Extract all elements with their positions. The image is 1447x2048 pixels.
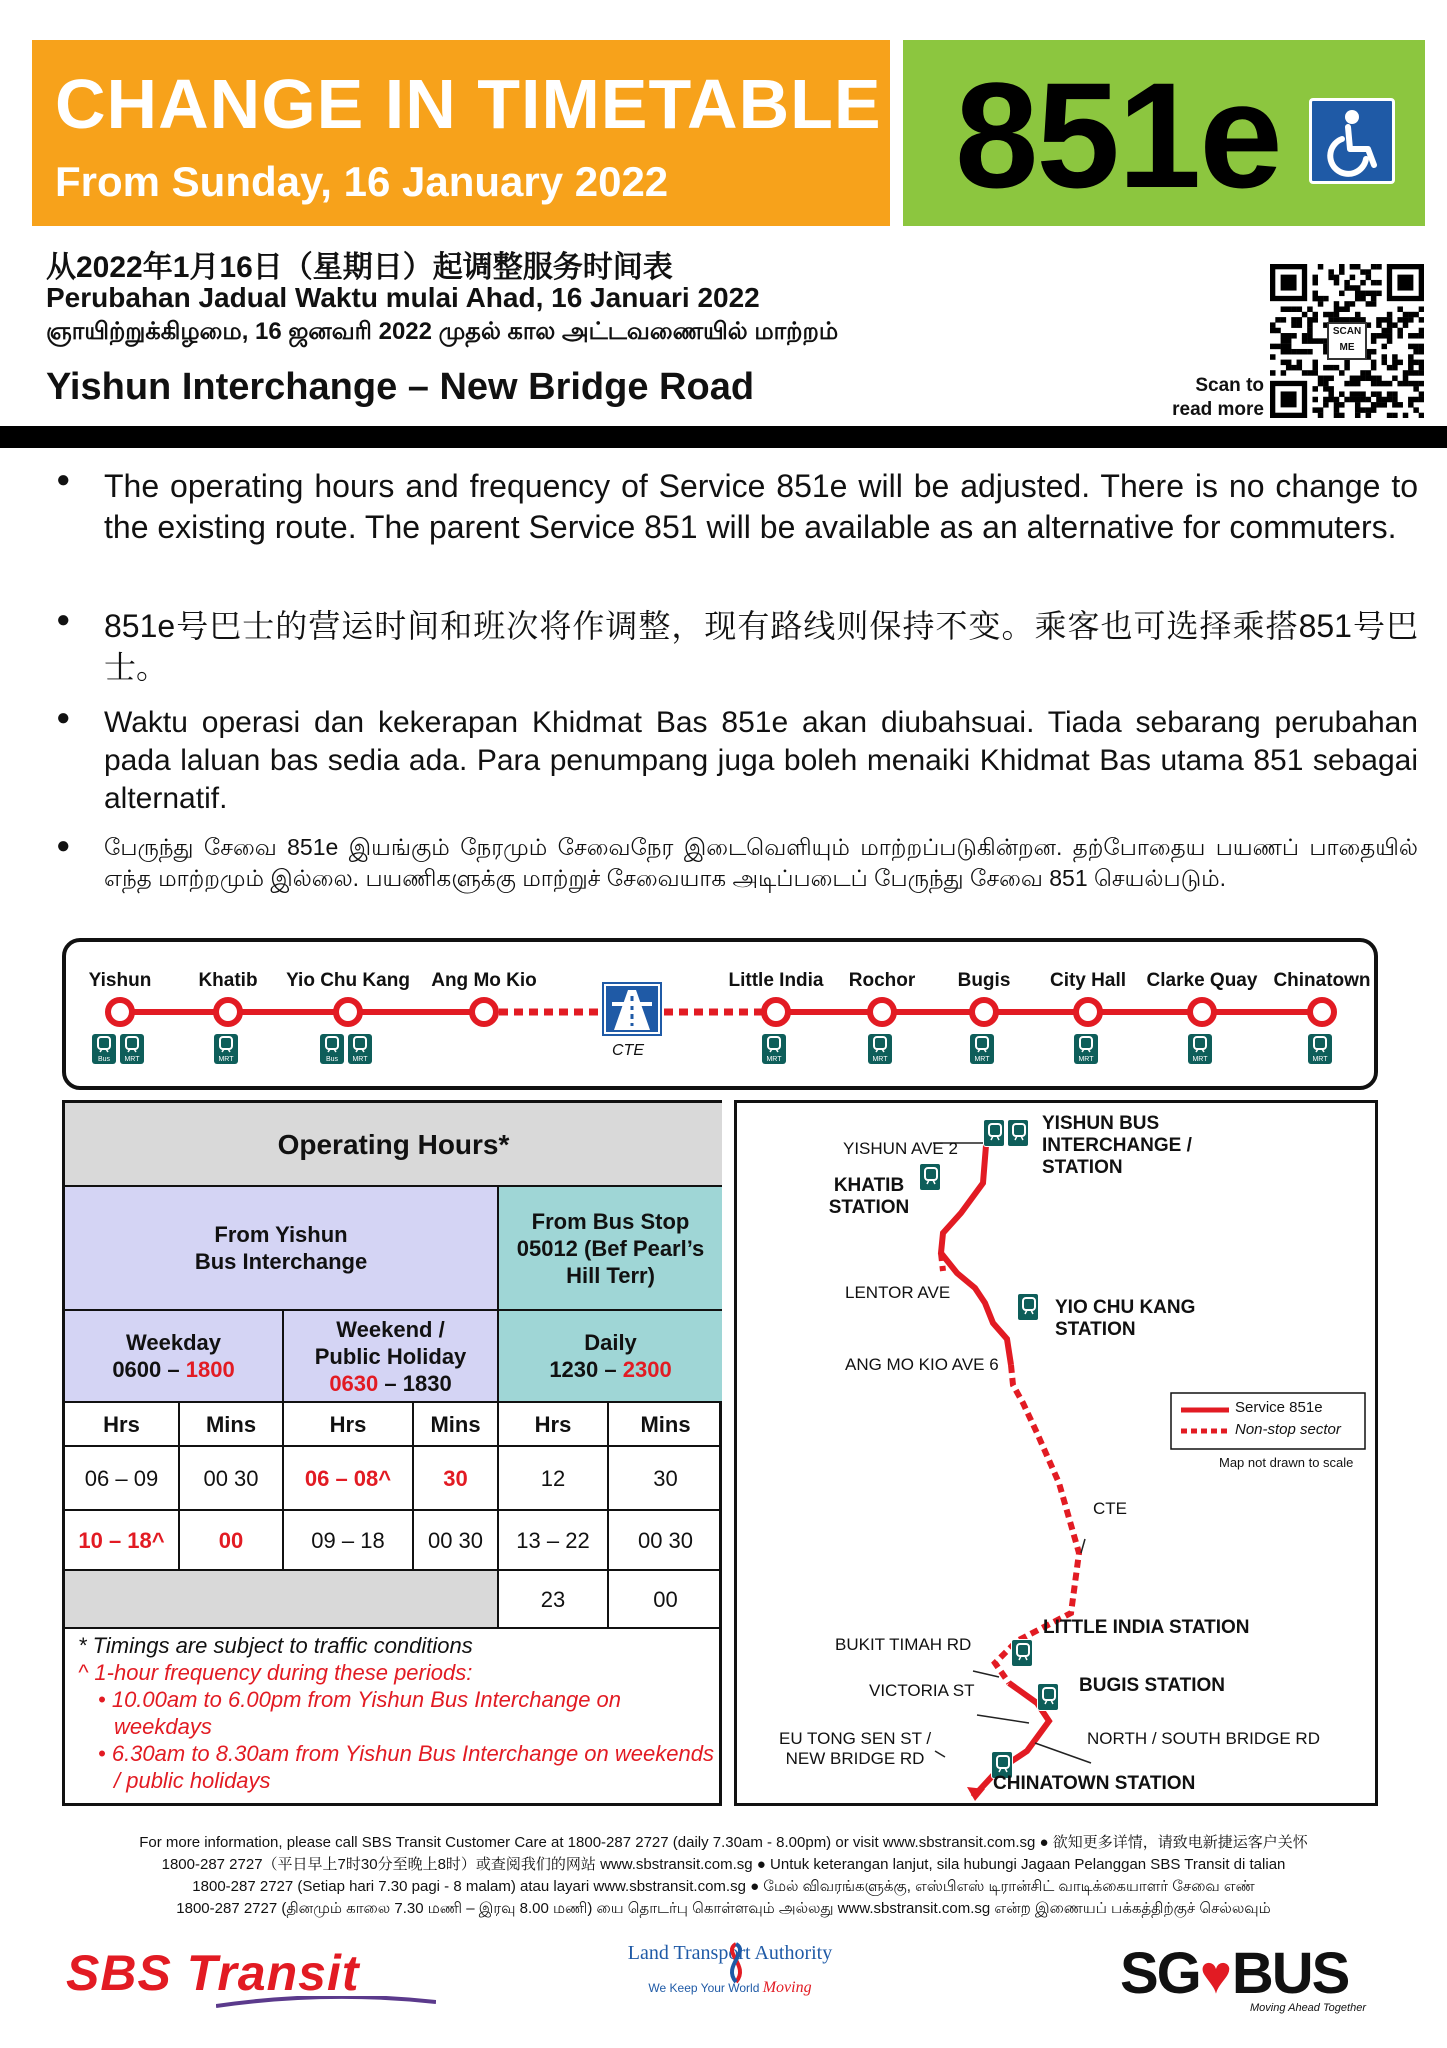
note-weekend-period: 6.30am to 8.30am from Yishun Bus Interchange on weekends / public holidays — [111, 1741, 714, 1793]
daily-header — [499, 1311, 722, 1403]
bus-icon — [320, 1034, 344, 1064]
station-marker-clarke-quay — [1190, 1000, 1214, 1024]
sgbus-logo — [1120, 1940, 1380, 2020]
map-label-victoria: VICTORIA ST — [869, 1681, 975, 1700]
mrt-icon-label: MRT — [124, 1056, 140, 1063]
mrt-icon — [1037, 1683, 1059, 1711]
lta-logo-name: Land Transport Authority — [627, 1942, 833, 1964]
mrt-icon — [1017, 1293, 1039, 1321]
map-station-little-india: LITTLE INDIA STATION — [1043, 1617, 1250, 1638]
map-label-lentor: LENTOR AVE — [845, 1283, 951, 1302]
station-marker-khatib — [216, 1000, 240, 1024]
station-label-yishun: Yishun — [88, 970, 152, 991]
chinese-heading: 从2022年1月16日（星期日）起调整服务时间表 — [46, 251, 673, 284]
col-busstop-line3: Hill Terr) — [566, 1262, 655, 1288]
route-line-diagram — [62, 938, 1378, 1090]
map-station-yio-chu-kang: YIO CHU KANG STATION — [1055, 1297, 1196, 1340]
bullet-malay: ● Waktu operasi dan kekerapan Khidmat Bas 851e akan diubahsuai. Tiada sebarang perubahan pada laluan bas sedia ada. Para penumpang juga boleh menaiki Khidmat Bas utama 851 sebagai alternatif. — [56, 704, 1366, 828]
scan-label — [1150, 374, 1264, 422]
bullet-chinese: ● 851e号巴士的营运时间和班次将作调整，现有路线则保持不变。乘客也可选择乘搭851号巴士。 — [56, 606, 1366, 690]
map-label-yishun-ave2: YISHUN AVE 2 — [843, 1139, 958, 1158]
daily-start: 1230 – — [549, 1357, 617, 1382]
table-title: Operating Hours* — [65, 1103, 722, 1187]
lta-logo — [580, 1942, 880, 2022]
wheelchair-icon — [1309, 98, 1395, 184]
footer-line2: 1800-287 2727（平日早上7时30分至晚上8时）或查阅我们的网站 www.sbstransit.com.sg ● Untuk keterangan lanjut, sila hubungi Jagaan Pelanggan SBS Transit di talian — [161, 1856, 1286, 1873]
mrt-icon-label: MRT — [872, 1056, 888, 1063]
sgbus-tagline: Moving Ahead Together — [1250, 2002, 1366, 2014]
sgbus-logo-sg: SG — [1120, 1941, 1200, 2006]
legend-nonstop: Non-stop sector — [1235, 1421, 1341, 1438]
col-header-hrs: Hrs — [499, 1403, 609, 1447]
map-label-new-bridge: NEW BRIDGE RD — [785, 1749, 925, 1768]
map-label-cte: CTE — [1093, 1499, 1127, 1518]
map-station-khatib: KHATIB STATION — [828, 1175, 910, 1218]
station-marker-ang-mo-kio — [472, 1000, 496, 1024]
map-station-chinatown: CHINATOWN STATION — [993, 1773, 1196, 1794]
mrt-icon — [1011, 1639, 1033, 1667]
station-marker-city-hall — [1076, 1000, 1100, 1024]
station-label-city-hall: City Hall — [1049, 970, 1127, 991]
table-cell: 00 — [180, 1511, 284, 1571]
table-cell: 10 – 18^ — [65, 1511, 180, 1571]
col-yishun-header — [65, 1187, 499, 1311]
map-label-north-south-bridge: NORTH / SOUTH BRIDGE RD — [1087, 1729, 1320, 1748]
mrt-icon-label: MRT — [218, 1056, 234, 1063]
station-marker-bugis — [972, 1000, 996, 1024]
table-cell: 30 — [609, 1447, 722, 1511]
scan-label-line1: Scan to — [1195, 375, 1264, 396]
col-busstop-line1: From Bus Stop — [531, 1208, 690, 1234]
map-not-to-scale: Map not drawn to scale — [1219, 1455, 1354, 1470]
footer-line3: 1800-287 2727 (Setiap hari 7.30 pagi - 8 malam) atau layari www.sbstransit.com.sg ● மேல் விவரங்களுக்கு, எஸ்பிஎஸ் டிரான்சிட் வாடிக்கையாளர் சேவை எண் — [192, 1878, 1255, 1895]
col-header-mins: Mins — [609, 1403, 722, 1447]
table-cell: 23 — [499, 1571, 609, 1629]
tamil-heading: ஞாயிற்றுக்கிழமை, 16 ஜனவரி 2022 முதல் கால அட்டவணையில் மாற்றம் — [46, 318, 839, 345]
weekend-start: 0630 — [329, 1370, 379, 1396]
table-empty-cell — [65, 1571, 499, 1629]
mrt-icon — [1308, 1034, 1332, 1064]
table-cell: 30 — [414, 1447, 499, 1511]
table-cell: 12 — [499, 1447, 609, 1511]
heart-icon: ♥ — [1199, 1945, 1232, 2005]
station-label-little-india: Little India — [728, 970, 824, 991]
note-frequency: ^ 1-hour frequency during these periods: — [78, 1660, 473, 1685]
map-station-yishun: YISHUN BUS INTERCHANGE / STATION — [1042, 1113, 1192, 1178]
note-weekday-period: 10.00am to 6.00pm from Yishun Bus Interchange on weekdays — [111, 1687, 622, 1739]
mrt-icon-label: MRT — [1312, 1056, 1328, 1063]
bullet-english: ● The operating hours and frequency of Service 851e will be adjusted. There is no change to the existing route. The parent Service 851 will be available as an alternative for commuters. — [56, 466, 1366, 590]
expressway-icon — [604, 984, 660, 1034]
station-marker-yishun — [108, 1000, 132, 1024]
footer-line4: 1800-287 2727 (தினமும் காலை 7.30 மணி – இரவு 8.00 மணி) யை தொடர்பு கொள்ளவும் அல்லது www.sbstransit.com.sg என்ற இணையப் பக்கத்திற்குச் செல்லவும் — [176, 1900, 1271, 1917]
expressway-label: CTE — [612, 1042, 644, 1059]
station-label-bugis: Bugis — [957, 970, 1011, 991]
col-header-mins: Mins — [414, 1403, 499, 1447]
malay-heading: Perubahan Jadual Waktu mulai Ahad, 16 Januari 2022 — [46, 282, 760, 313]
map-station-bugis: BUGIS STATION — [1079, 1675, 1226, 1696]
map-label-amk: ANG MO KIO AVE 6 — [845, 1355, 999, 1374]
col-yishun-line2: Bus Interchange — [194, 1249, 368, 1274]
map-label-eu-tong-sen-line1: EU TONG SEN ST / — [779, 1729, 932, 1748]
station-marker-chinatown — [1310, 1000, 1334, 1024]
legend-service: Service 851e — [1235, 1399, 1323, 1416]
mrt-icon-label: MRT — [1192, 1056, 1208, 1063]
mrt-icon — [214, 1034, 238, 1064]
mrt-icon — [868, 1034, 892, 1064]
daily-end: 2300 — [622, 1357, 672, 1382]
weekend-line2: Public Holiday — [314, 1343, 467, 1369]
bullet-malay-text: Waktu operasi dan kekerapan Khidmat Bas 851e akan diubahsuai. Tiada sebarang perubahan pada laluan bas sedia ada. Para penumpang juga boleh menaiki Khidmat Bas utama 851 sebagai alternatif. — [104, 706, 1418, 815]
note-traffic: * Timings are subject to traffic conditions — [78, 1633, 473, 1658]
weekend-line1: Weekend / — [336, 1316, 445, 1342]
bus-icon — [983, 1119, 1005, 1147]
map-label-bukit-timah: BUKIT TIMAH RD — [835, 1635, 972, 1654]
mrt-icon — [762, 1034, 786, 1064]
daily-label: Daily — [584, 1330, 637, 1355]
station-label-ang-mo-kio: Ang Mo Kio — [431, 970, 537, 991]
lta-tagline-moving: Moving — [762, 1979, 812, 1996]
table-cell: 00 30 — [609, 1511, 722, 1571]
scan-label-line2: read more — [1172, 399, 1264, 420]
station-marker-rochor — [870, 1000, 894, 1024]
service-number: 851e — [955, 51, 1281, 219]
footer-line1: For more information, please call SBS Transit Customer Care at 1800-287 2727 (daily 7.30am - 8.00pm) or visit www.sbstransit.com.sg ● 欲知更多详情，请致电新捷运客户关怀 — [139, 1834, 1308, 1851]
mrt-icon-label: MRT — [352, 1056, 368, 1063]
table-cell: 00 30 — [414, 1511, 499, 1571]
mrt-icon-label: MRT — [974, 1056, 990, 1063]
station-marker-yio-chu-kang — [336, 1000, 360, 1024]
col-header-mins: Mins — [180, 1403, 284, 1447]
scan-me-badge: SCAN ME — [1327, 322, 1367, 360]
mrt-icon — [970, 1034, 994, 1064]
table-cell: 00 30 — [180, 1447, 284, 1511]
table-cell: 13 – 22 — [499, 1511, 609, 1571]
station-label-clarke-quay: Clarke Quay — [1146, 970, 1258, 991]
bus-icon — [92, 1034, 116, 1064]
mrt-icon — [1074, 1034, 1098, 1064]
col-header-hrs: Hrs — [65, 1403, 180, 1447]
header-divider — [0, 426, 1447, 448]
weekday-start: 0600 – — [112, 1357, 180, 1382]
weekend-end: – 1830 — [384, 1370, 452, 1396]
weekday-header — [65, 1311, 284, 1403]
sbs-transit-logo-text: SBS Transit — [66, 1945, 360, 2001]
lta-tagline: We Keep Your World — [648, 1981, 760, 1995]
page-subtitle: From Sunday, 16 January 2022 — [55, 158, 669, 205]
table-cell: 06 – 09 — [65, 1447, 180, 1511]
sgbus-logo-bus: BUS — [1231, 1941, 1349, 2006]
mrt-icon — [919, 1163, 941, 1191]
bullet-tamil-text: பேருந்து சேவை 851e இயங்கும் நேரமும் சேவைநேர இடைவெளியும் மாற்றப்படுகின்றன. தற்போதைய பயணப் பாதையில் எந்த மாற்றமும் இல்லை. பயணிகளுக்கு மாற்றுச் சேவையாக அடிப்படைப் பேருந்து சேவை 851 செயல்படும். — [104, 834, 1418, 891]
mrt-icon — [1188, 1034, 1212, 1064]
bus-icon-label: Bus — [325, 1056, 339, 1063]
footer-contact — [40, 1832, 1407, 1920]
station-marker-little-india — [764, 1000, 788, 1024]
mrt-icon-label: MRT — [766, 1056, 782, 1063]
station-label-chinatown: Chinatown — [1273, 970, 1371, 991]
bullet-tamil: ● பேருந்து சேவை 851e இயங்கும் நேரமும் சேவைநேர இடைவெளியும் மாற்றப்படுகின்றன. தற்போதைய பயணப் பாதையில் எந்த மாற்றமும் இல்லை. பயணிகளுக்கு மாற்றுச் சேவையாக அடிப்படைப் பேருந்து சேவை 851 செயல்படும். — [56, 832, 1366, 932]
mrt-icon — [120, 1034, 144, 1064]
col-header-hrs: Hrs — [284, 1403, 414, 1447]
mrt-icon — [1007, 1119, 1029, 1147]
station-label-rochor: Rochor — [848, 970, 916, 991]
page-title: CHANGE IN TIMETABLE — [55, 65, 882, 143]
mrt-icon-label: MRT — [1078, 1056, 1094, 1063]
table-cell: 06 – 08^ — [284, 1447, 414, 1511]
station-label-yio-chu-kang: Yio Chu Kang — [286, 970, 410, 991]
weekday-end: 1800 — [185, 1357, 235, 1382]
route-map — [734, 1100, 1378, 1806]
bullet-chinese-text: 851e号巴士的营运时间和班次将作调整，现有路线则保持不变。乘客也可选择乘搭851号巴士。 — [104, 608, 1418, 685]
weekend-header — [284, 1311, 499, 1403]
qr-code[interactable] — [1270, 264, 1424, 418]
bus-icon-label: Bus — [97, 1056, 111, 1063]
col-busstop-header — [499, 1187, 722, 1311]
bullet-english-text: The operating hours and frequency of Service 851e will be adjusted. There is no change to the existing route. The parent Service 851 will be available as an alternative for commuters. — [104, 468, 1418, 545]
weekday-label: Weekday — [126, 1330, 221, 1355]
table-cell: 00 — [609, 1571, 722, 1629]
route-name: Yishun Interchange – New Bridge Road — [46, 366, 755, 408]
col-yishun-line1: From Yishun — [214, 1222, 348, 1247]
col-busstop-line2: 05012 (Bef Pearl’s — [516, 1235, 705, 1261]
table-notes: * Timings are subject to traffic conditions ^ 1-hour frequency during these periods: • 10.00am to 6.00pm from Yishun Bus Interchange on weekdays • 6.30am to 8.30am from Yishun Bus Interchange on weekends / public holidays — [78, 1632, 718, 1794]
station-label-khatib: Khatib — [198, 970, 258, 991]
map-label-eu-tong-sen — [779, 1729, 931, 1769]
sbs-transit-logo — [66, 1944, 386, 2014]
mrt-icon — [348, 1034, 372, 1064]
table-cell: 09 – 18 — [284, 1511, 414, 1571]
